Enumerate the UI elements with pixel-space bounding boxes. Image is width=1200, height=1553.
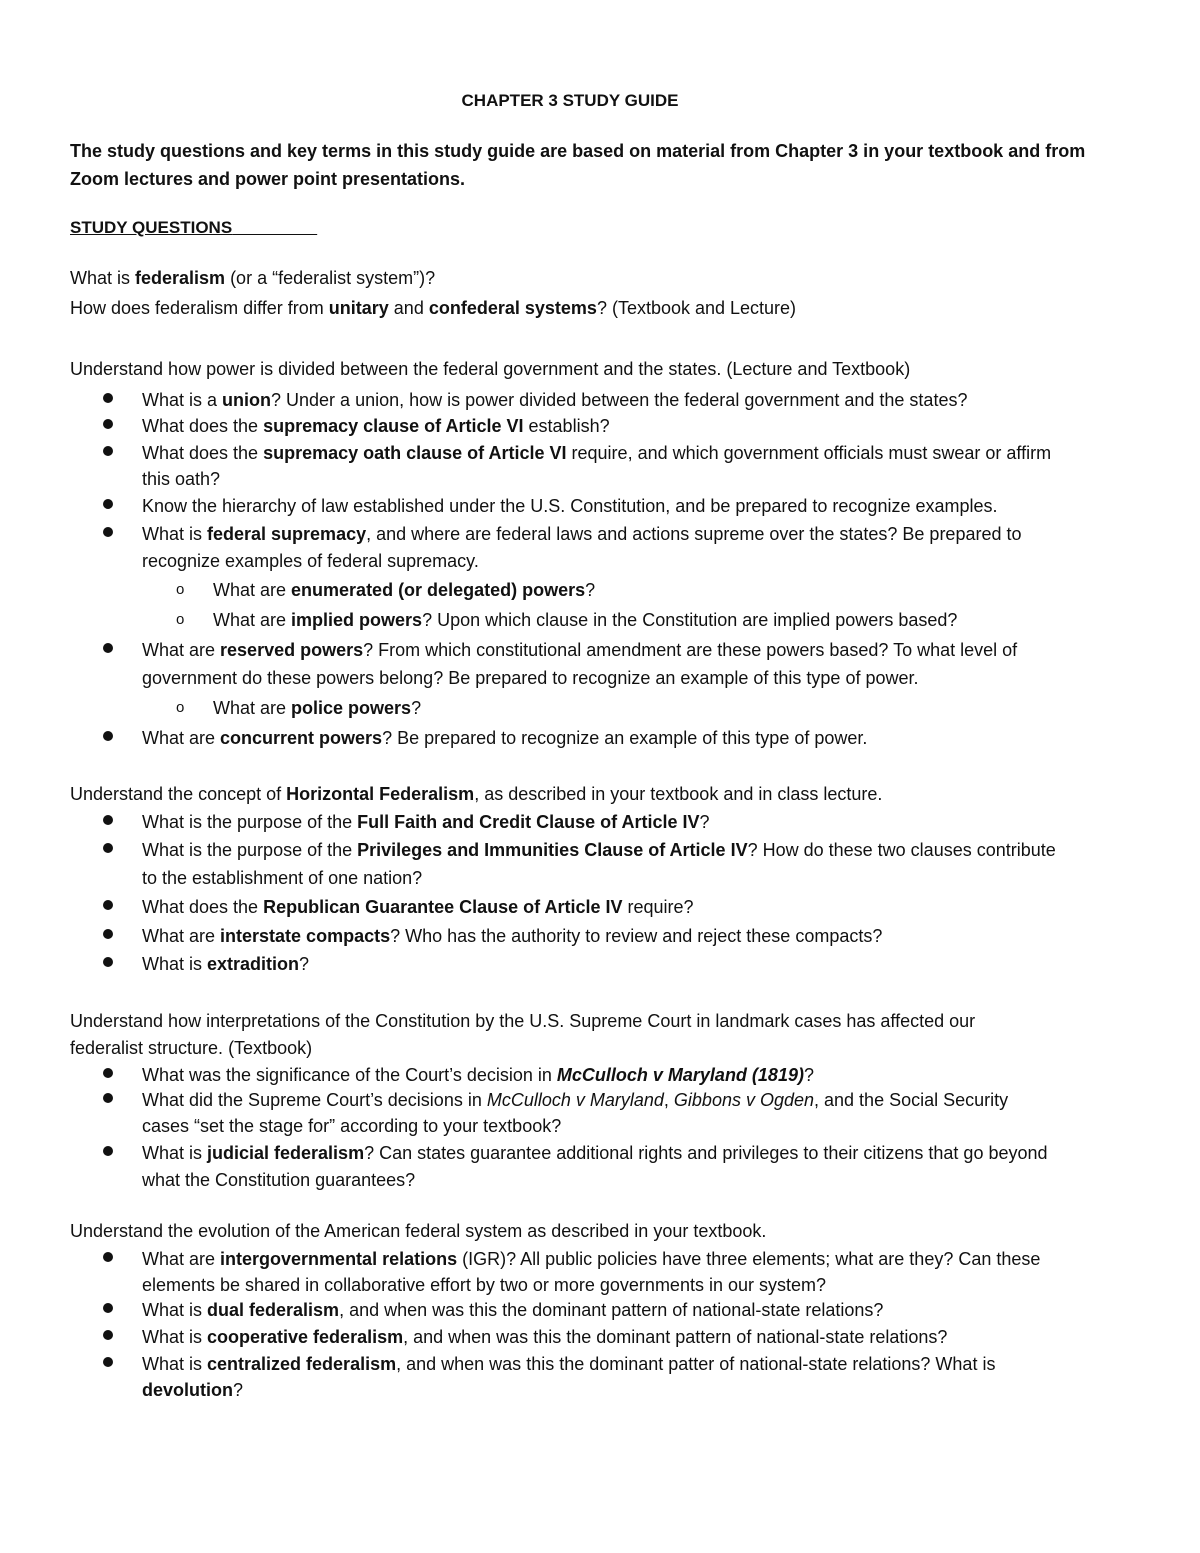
- list-item: What is judicial federalism? Can states guarantee additional rights and privileges to their citizens that go beyond: [142, 1143, 1048, 1163]
- list-item: What are intergovernmental relations (IGR)? All public policies have three elements; what are they? Can these: [142, 1249, 1041, 1269]
- question-systems: How does federalism differ from unitary and confederal systems? (Textbook and Lecture): [70, 298, 797, 318]
- section-evolution-intro: Understand the evolution of the American federal system as described in your textbook.: [70, 1221, 767, 1241]
- sub-list-item: What are implied powers? Upon which clause in the Constitution are implied powers based?: [213, 610, 958, 630]
- page-title: CHAPTER 3 STUDY GUIDE: [461, 91, 679, 110]
- list-item: What is extradition?: [142, 954, 310, 974]
- bullet-icon: [103, 1093, 113, 1103]
- bullet-icon: [103, 815, 113, 825]
- list-item: What are concurrent powers? Be prepared to recognize an example of this type of power.: [142, 728, 868, 748]
- bullet-icon: [103, 499, 113, 509]
- bullet-icon: [103, 643, 113, 653]
- list-item: What is federal supremacy, and where are federal laws and actions supreme over the states? Be prepared to: [142, 524, 1022, 544]
- sub-list-item: What are police powers?: [213, 698, 422, 718]
- bullet-icon: [103, 527, 113, 537]
- list-item: What is the purpose of the Full Faith and Credit Clause of Article IV?: [142, 812, 710, 832]
- list-item-continuation: cases “set the stage for” according to your textbook?: [142, 1116, 562, 1136]
- list-item-continuation: this oath?: [142, 469, 221, 489]
- bullet-icon: [103, 843, 113, 853]
- bullet-icon: [103, 419, 113, 429]
- list-item: What is cooperative federalism, and when was this the dominant pattern of national-state relations?: [142, 1327, 948, 1347]
- list-item-continuation: to the establishment of one nation?: [142, 868, 423, 888]
- bullet-icon: [103, 929, 113, 939]
- sub-bullet-icon: o: [176, 581, 185, 598]
- section-court-intro: Understand how interpretations of the Constitution by the U.S. Supreme Court in landmark cases has affected our: [70, 1011, 976, 1031]
- list-item-continuation: devolution?: [142, 1380, 244, 1400]
- bullet-icon: [103, 1303, 113, 1313]
- list-item-continuation: elements be shared in collaborative effort by two or more governments in our system?: [142, 1275, 826, 1295]
- list-item: What is a union? Under a union, how is power divided between the federal government and the states?: [142, 390, 968, 410]
- list-item: Know the hierarchy of law established under the U.S. Constitution, and be prepared to recognize examples.: [142, 496, 998, 516]
- intro-line-1: The study questions and key terms in this study guide are based on material from Chapter 3 in your textbook and from: [70, 141, 1086, 161]
- sub-list-item: What are enumerated (or delegated) powers?: [213, 580, 596, 600]
- intro-line-2: Zoom lectures and power point presentations.: [70, 169, 466, 189]
- sub-bullet-icon: o: [176, 611, 185, 628]
- section-power-intro: Understand how power is divided between the federal government and the states. (Lecture and Textbook): [70, 359, 911, 379]
- list-item: What is dual federalism, and when was this the dominant pattern of national-state relations?: [142, 1300, 884, 1320]
- bullet-icon: [103, 957, 113, 967]
- bullet-icon: [103, 1252, 113, 1262]
- list-item: What was the significance of the Court’s decision in McCulloch v Maryland (1819)?: [142, 1065, 814, 1085]
- list-item: What are interstate compacts? Who has the authority to review and reject these compacts?: [142, 926, 883, 946]
- list-item: What is centralized federalism, and when was this the dominant patter of national-state relations? What is: [142, 1354, 996, 1374]
- list-item: What is the purpose of the Privileges and Immunities Clause of Article IV? How do these two clauses contribute: [142, 840, 1056, 860]
- bullet-icon: [103, 446, 113, 456]
- list-item-continuation: government do these powers belong? Be prepared to recognize an example of this type of power.: [142, 668, 919, 688]
- sub-bullet-icon: o: [176, 699, 185, 716]
- list-item-continuation: what the Constitution guarantees?: [142, 1170, 416, 1190]
- bullet-icon: [103, 1357, 113, 1367]
- bullet-icon: [103, 900, 113, 910]
- list-item: What does the supremacy oath clause of Article VI require, and which government officials must swear or affirm: [142, 443, 1052, 463]
- bullet-icon: [103, 1146, 113, 1156]
- question-federalism: What is federalism (or a “federalist system”)?: [70, 268, 436, 288]
- bullet-icon: [103, 731, 113, 741]
- section-horizontal-intro: Understand the concept of Horizontal Federalism, as described in your textbook and in class lecture.: [70, 784, 883, 804]
- section-heading: STUDY QUESTIONS: [70, 218, 233, 237]
- list-item: What are reserved powers? From which constitutional amendment are these powers based? To what level of: [142, 640, 1018, 660]
- list-item: What does the supremacy clause of Article VI establish?: [142, 416, 610, 436]
- bullet-icon: [103, 1068, 113, 1078]
- list-item: What does the Republican Guarantee Clause of Article IV require?: [142, 897, 694, 917]
- bullet-icon: [103, 393, 113, 403]
- list-item: What did the Supreme Court’s decisions in McCulloch v Maryland, Gibbons v Ogden, and the Social Security: [142, 1090, 1009, 1110]
- bullet-icon: [103, 1330, 113, 1340]
- list-item-continuation: recognize examples of federal supremacy.: [142, 551, 479, 571]
- section-court-intro-cont: federalist structure. (Textbook): [70, 1038, 313, 1058]
